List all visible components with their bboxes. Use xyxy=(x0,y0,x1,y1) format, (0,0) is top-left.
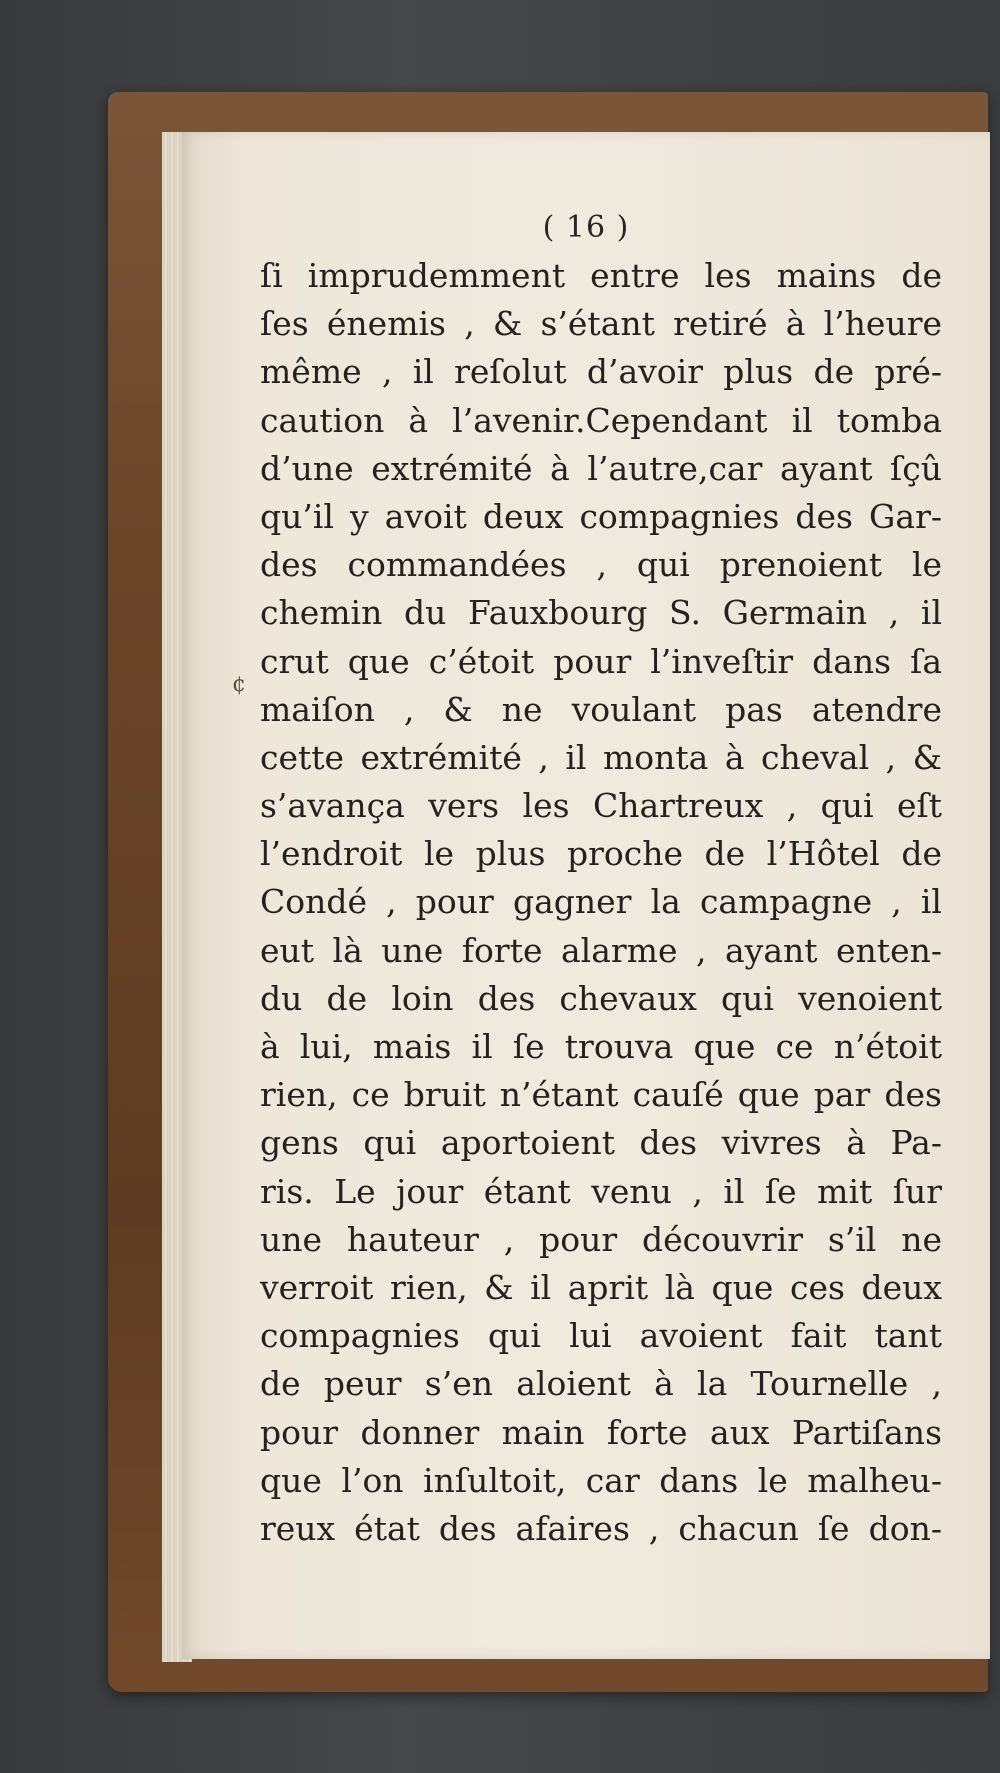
text-line: qu’il y avoit deux compagnies des Gar- xyxy=(260,496,942,536)
text-line: pour donner main forte aux Partiſans xyxy=(260,1412,942,1452)
text-line: cette extrémité , il monta à cheval , & xyxy=(260,737,942,777)
text-line: verroit rien, & il aprit là que ces deux xyxy=(260,1267,942,1307)
text-line: du de loin des chevaux qui venoient xyxy=(260,978,942,1018)
text-line: que l’on inſultoit, car dans le malheu- xyxy=(260,1460,942,1500)
text-line: caution à l’avenir.Cependant il tomba xyxy=(260,400,942,440)
text-line: des commandées , qui prenoient le xyxy=(260,545,942,585)
text-line: même , il reſolut d’avoir plus de pré- xyxy=(260,352,942,392)
margin-mark: ¢ xyxy=(232,672,246,697)
text-line: de peur s’en aloient à la Tournelle , xyxy=(260,1364,942,1404)
text-line: gens qui aportoient des vivres à Pa- xyxy=(260,1123,942,1163)
text-line: maiſon , & ne voulant pas atendre xyxy=(260,689,942,729)
text-line: à lui, mais il ſe trouva que ce n’étoit xyxy=(260,1027,942,1066)
book-page xyxy=(182,132,990,1659)
text-line: d’une extrémité à l’autre,car ayant ſçû xyxy=(260,448,942,488)
text-line: ris. Le jour étant venu , il ſe mit ſur xyxy=(260,1171,942,1211)
text-line: ſes énemis , & s’étant retiré à l’heure xyxy=(260,304,942,344)
text-line: s’avança vers les Chartreux , qui eſt xyxy=(260,786,942,826)
text-line: rien, ce bruit n’étant cauſé que par des xyxy=(260,1075,942,1115)
text-line: reux état des afaires , chacun ſe don- xyxy=(260,1508,942,1548)
text-line: Condé , pour gagner la campagne , il xyxy=(260,882,942,922)
text-block xyxy=(260,252,942,1553)
page-number: ( 16 ) xyxy=(542,210,630,245)
text-line: compagnies qui lui avoient fait tant xyxy=(260,1316,942,1356)
text-line: une hauteur , pour découvrir s’il ne xyxy=(260,1219,942,1259)
text-line: chemin du Fauxbourg S. Germain , il xyxy=(260,593,942,633)
text-line: ſi imprudemment entre les mains de xyxy=(260,256,942,295)
text-line: eut là une forte alarme , ayant enten- xyxy=(260,930,942,970)
text-line: crut que c’étoit pour l’inveſtir dans ſa xyxy=(260,641,942,681)
text-line: l’endroit le plus proche de l’Hôtel de xyxy=(260,834,942,874)
